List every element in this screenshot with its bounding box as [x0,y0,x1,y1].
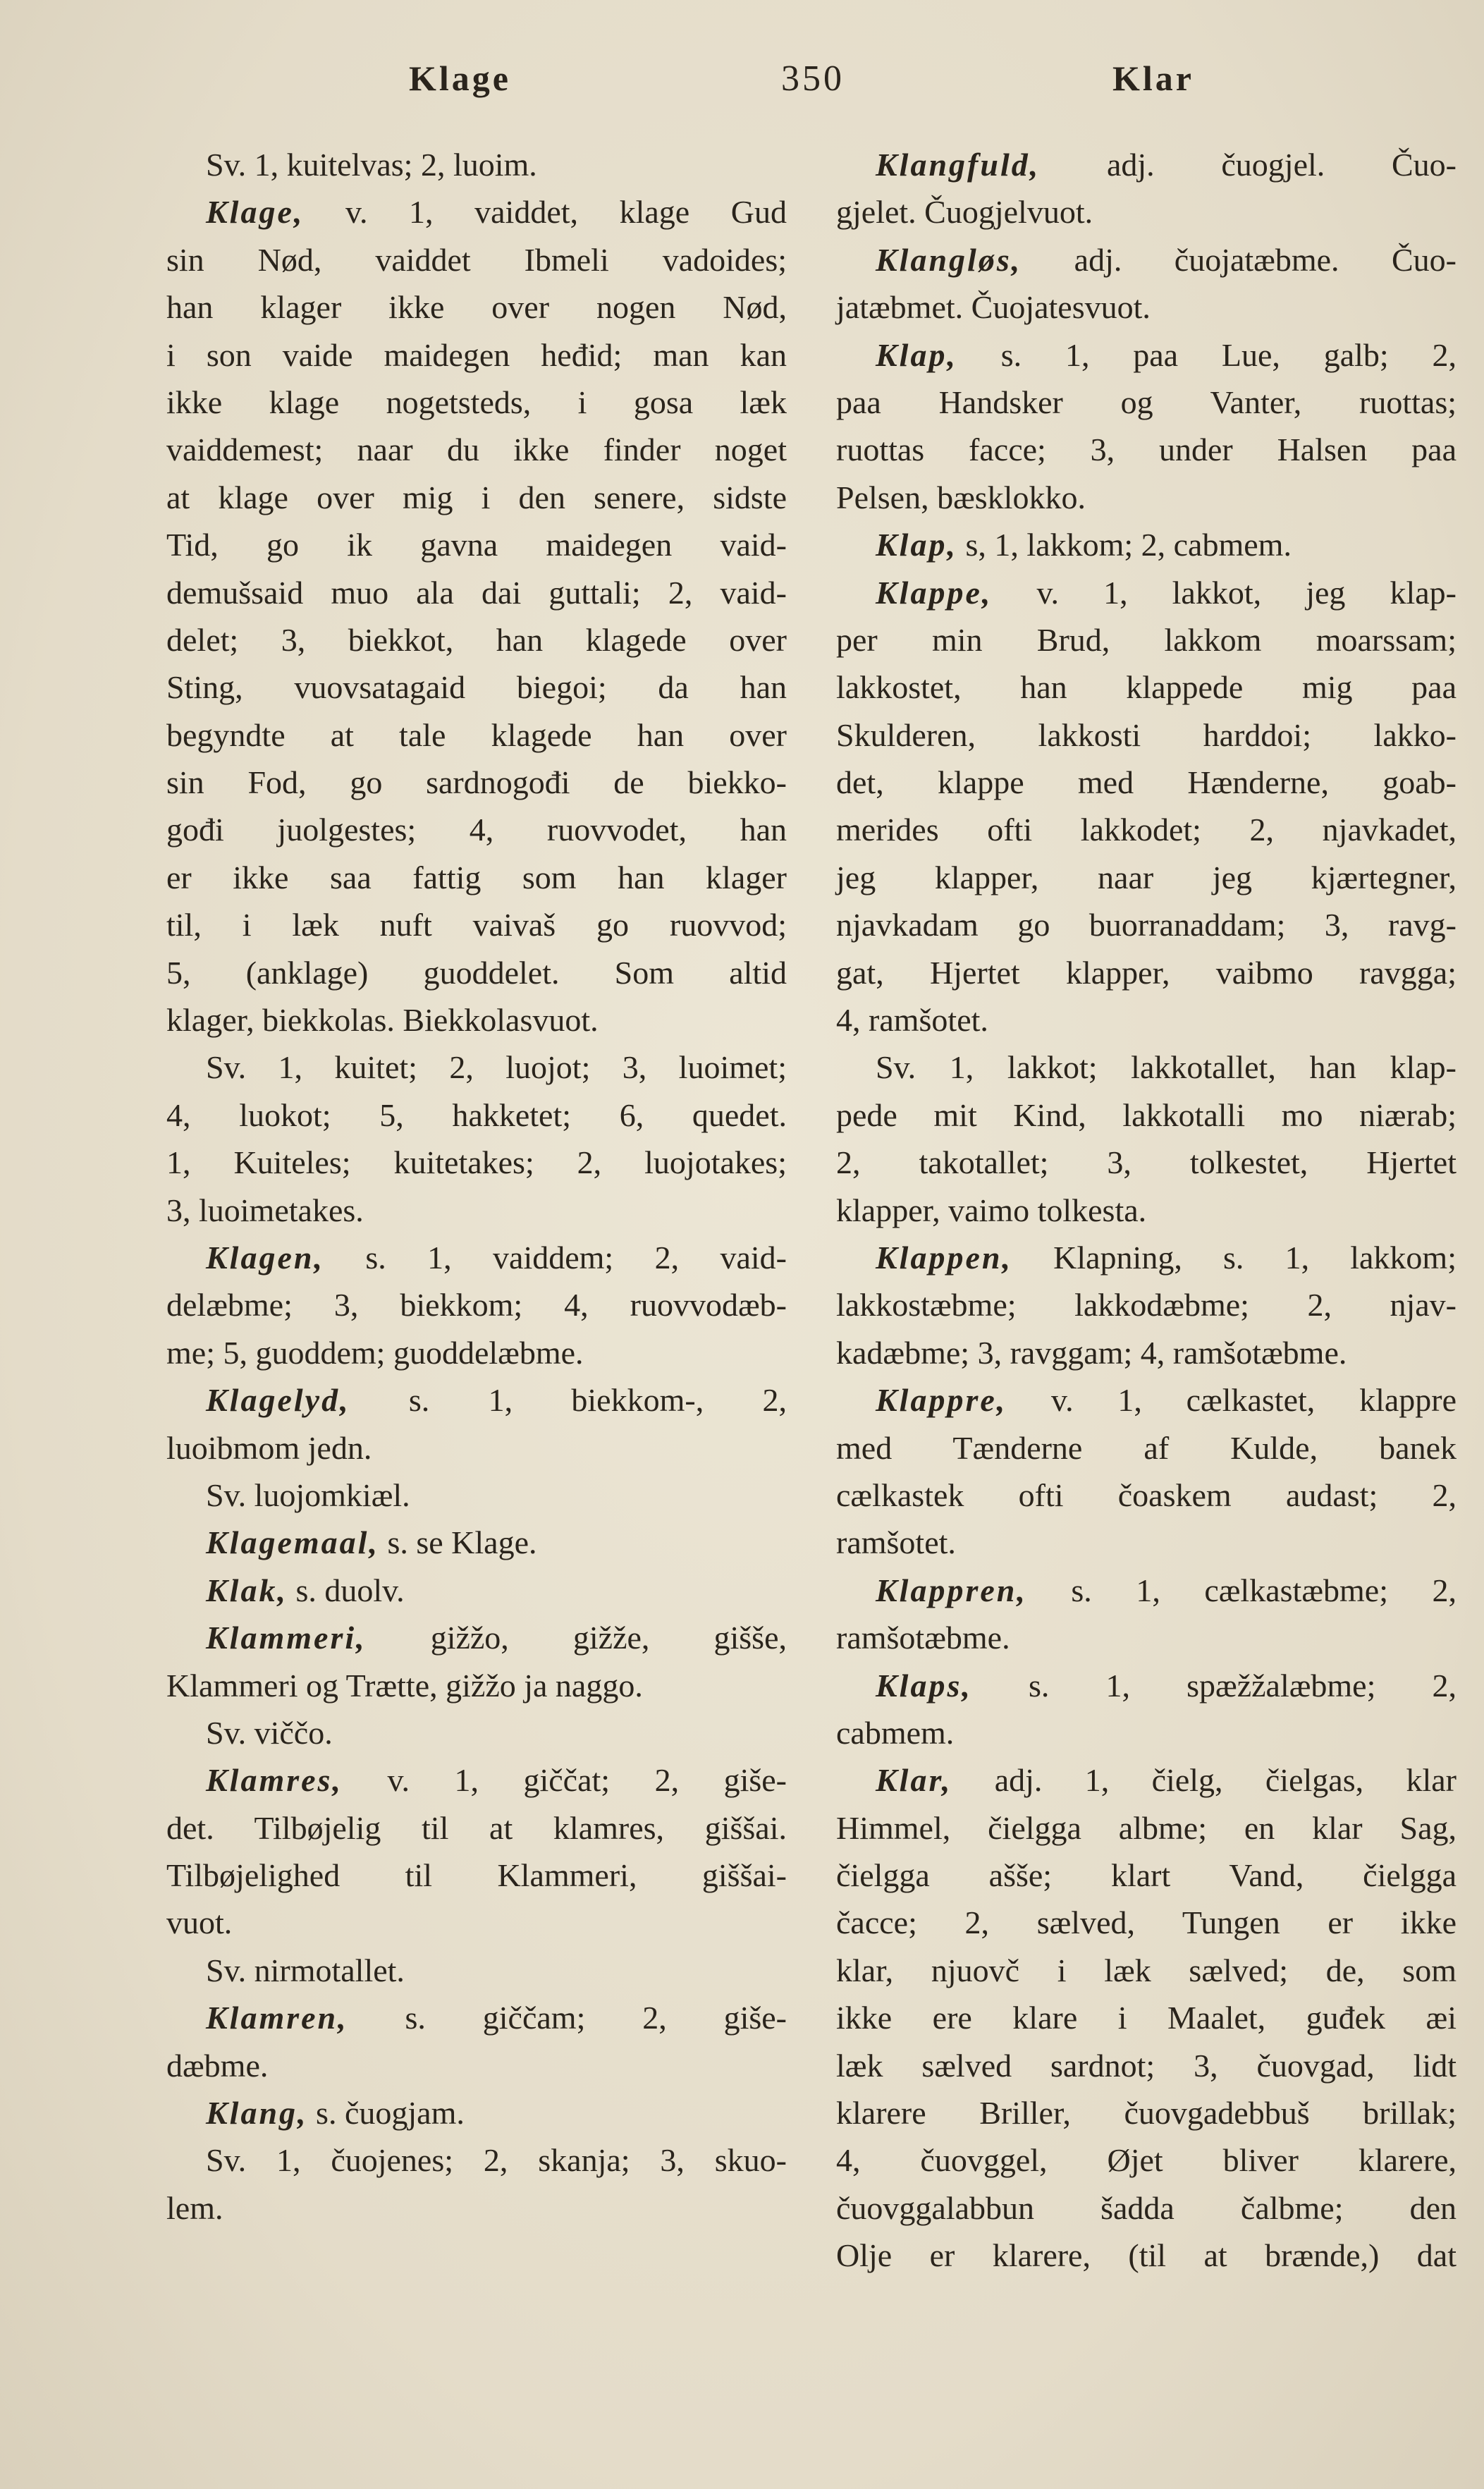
entry-text: Sv. 1, kuitet; 2, luojot; 3, luoimet; [206,1049,787,1086]
entry-text: čuovggalabbun šadda čalbme; den [836,2189,1457,2226]
entry-text: merides ofti lakkodet; 2, njavkadet, [836,812,1457,848]
entry-text: dæbme. [166,2047,269,2084]
right-column-line [836,1472,1457,1519]
left-column-line [166,1519,787,1566]
headword: Klak, [206,1572,288,1608]
header-right-word: Klar [1112,59,1194,98]
entry-text: vaiddemest; naar du ikke finder noget [166,432,787,468]
left-column-line [166,854,787,901]
right-column-line [836,1187,1457,1234]
entry-text: s. 1, biekkom-, 2, [350,1382,787,1419]
left-column-line [166,1424,787,1472]
entry-text: Sv. 1, čuojenes; 2, skanja; 3, skuo- [206,2142,787,2179]
entry-text: 4, ramšotet. [836,1002,988,1039]
headword: Klap, [876,336,957,373]
right-column-line [836,426,1457,473]
entry-text: Sting, vuovsatagaid biegoi; da han [166,669,787,706]
right-column-line [836,2089,1457,2136]
entry-text: Tilbøjelighed til Klammeri, giššai- [166,1857,787,1894]
left-column-line [166,2136,787,2184]
entry-text: jatæbmet. Čuojatesvuot. [836,289,1151,326]
entry-text: luoibmom jedn. [166,1429,372,1466]
entry-text: 2, takotallet; 3, tolkestet, Hjertet [836,1144,1457,1181]
left-column-line [166,1376,787,1424]
entry-text: adj. čuojatæbme. Čuo- [1022,241,1457,278]
entry-text: lakkostet, han klappede mig paa [836,669,1457,706]
left-column-line [166,569,787,616]
entry-text: Sv. 1, kuitelvas; 2, luoim. [206,147,537,183]
entry-text: čacce; 2, sælved, Tungen er ikke [836,1904,1457,1941]
left-column-line [166,616,787,663]
entry-text: er ikke saa fattig som han klager [166,859,787,895]
entry-text: s. čuogjam. [307,2095,465,2132]
right-column-line [836,1662,1457,1709]
headword: Klammeri, [206,1620,367,1656]
entry-text: v. 1, cælkastet, klappre [1007,1382,1457,1419]
left-column-line [166,331,787,379]
headword: Klagelyd, [206,1382,350,1419]
right-column-line [836,1852,1457,1899]
page-number: 350 [781,59,845,99]
left-column-line [166,188,787,236]
right-column-line [836,236,1457,283]
entry-text: v. 1, lakkot, jeg klap- [992,574,1457,611]
entry-text: ikke ere klare i Maalet, guđek æi [836,2000,1457,2036]
right-column-line [836,1899,1457,1946]
left-column-line [166,283,787,331]
header-left-word: Klage [409,59,511,98]
entry-text: čielgga ašše; klart Vand, čielgga [836,1857,1457,1894]
entry-text: til, i læk nuft vaivaš go ruovvod; [166,907,787,943]
left-column-line [166,426,787,473]
right-column-line [836,1994,1457,2041]
right-column-line [836,663,1457,711]
left-column-line [166,711,787,759]
right-column-line [836,1139,1457,1186]
right-column-line [836,2042,1457,2089]
right-column-line [836,996,1457,1044]
entry-text: gižžo, gižže, gišše, [366,1620,787,1656]
right-column-line [836,616,1457,663]
left-column-line [166,1614,787,1661]
entry-text: gjelet. Čuogjelvuot. [836,194,1093,231]
running-header [0,58,1484,121]
entry-text: s. duolv. [287,1572,405,1608]
entry-text: klapper, vaimo tolkesta. [836,1192,1147,1228]
entry-text: Tid, go ik gavna maidegen vaid- [166,527,787,563]
right-column-line [836,1709,1457,1756]
left-column-line [166,1852,787,1899]
entry-text: lem. [166,2189,223,2226]
left-column-line [166,141,787,188]
left-column-line [166,1281,787,1328]
right-column-line [836,854,1457,901]
right-column-line [836,901,1457,948]
left-column-line [166,236,787,283]
headword: Klagemaal, [206,1524,379,1561]
entry-text: ramšotet. [836,1524,956,1561]
entry-text: 3, luoimetakes. [166,1192,364,1228]
entry-text: han klager ikke over nogen Nød, [166,289,787,326]
left-column-line [166,996,787,1044]
entry-text: Skulderen, lakkosti harddoi; lakko- [836,716,1457,753]
headword: Klappen, [876,1239,1012,1276]
right-column-line [836,2232,1457,2279]
entry-text: ramšotæbme. [836,1620,1010,1656]
left-column-line [166,1472,787,1519]
left-column-line [166,2042,787,2089]
left-column-line [166,901,787,948]
right-column-line [836,1756,1457,1804]
right-column [836,141,1457,2280]
headword: Klaps, [876,1667,972,1704]
right-column-line [836,2184,1457,2232]
entry-text: 5, (anklage) guoddelet. Som altid [166,954,787,991]
entry-text: Olje er klarere, (til at brænde,) dat [836,2237,1457,2274]
left-column-line [166,806,787,853]
entry-text: ruottas facce; 3, under Halsen paa [836,432,1457,468]
right-column-line [836,1044,1457,1091]
entry-text: delet; 3, biekkot, han klagede over [166,621,787,658]
entry-text: gođi juolgestes; 4, ruovvodet, han [166,812,787,848]
right-column-line [836,2136,1457,2184]
entry-text: vuot. [166,1904,233,1941]
entry-text: lakkostæbme; lakkodæbme; 2, njav- [836,1287,1457,1323]
entry-text: sin Fod, go sardnogođi de biekko- [166,764,787,801]
entry-text: klarere Briller, čuovgadebbuš brillak; [836,2095,1457,2132]
left-column-line [166,1044,787,1091]
headword: Klangfuld, [876,147,1041,183]
left-column [166,141,787,2232]
right-column-line [836,1281,1457,1328]
entry-text: s. giččam; 2, giše- [348,2000,787,2036]
right-column-line [836,1567,1457,1614]
entry-text: gat, Hjertet klapper, vaibmo ravgga; [836,954,1457,991]
entry-text: cælkastek ofti čoaskem audast; 2, [836,1476,1457,1513]
right-column-line [836,141,1457,188]
right-column-line [836,1091,1457,1139]
entry-text: demušsaid muo ala dai guttali; 2, vaid- [166,574,787,611]
right-column-line [836,1424,1457,1472]
left-column-line [166,949,787,996]
right-column-line [836,569,1457,616]
headword: Klar, [876,1762,952,1799]
entry-text: adj. čuogjel. Čuo- [1040,147,1457,183]
entry-text: 1, Kuiteles; kuitetakes; 2, luojotakes; [166,1144,787,1181]
right-column-line [836,949,1457,996]
entry-text: klar, njuovč i læk sælved; de, som [836,1952,1457,1988]
right-column-line [836,759,1457,806]
entry-text: Pelsen, bæsklokko. [836,479,1086,515]
entry-text: jeg klapper, naar jeg kjærtegner, [836,859,1457,895]
left-column-line [166,1947,787,1994]
right-column-line [836,1614,1457,1661]
right-column-line [836,474,1457,521]
entry-text: 4, čuovggel, Øjet bliver klarere, [836,2142,1457,2179]
entry-text: Klammeri og Trætte, gižžo ja naggo. [166,1667,643,1704]
entry-text: ikke klage nogetsteds, i gosa læk [166,384,787,420]
right-column-line [836,1804,1457,1852]
right-column-line [836,806,1457,853]
right-column-line [836,1947,1457,1994]
entry-text: læk sælved sardnot; 3, čuovgad, lidt [836,2047,1457,2084]
left-column-line [166,1709,787,1756]
entry-text: s. 1, spæžžalæbme; 2, [971,1667,1457,1704]
left-column-line [166,1756,787,1804]
headword: Klap, [876,527,957,563]
right-column-line [836,711,1457,759]
headword: Klage, [206,194,305,231]
right-column-line [836,331,1457,379]
left-column-line [166,1139,787,1186]
left-column-line [166,1091,787,1139]
left-column-line [166,2089,787,2136]
entry-text: Sv. viččo. [206,1714,333,1751]
entry-text: s. se Klage. [379,1524,537,1561]
left-column-line [166,1234,787,1281]
headword: Klamren, [206,2000,348,2036]
headword: Klamres, [206,1762,343,1799]
entry-text: s. 1, vaiddem; 2, vaid- [324,1239,787,1276]
entry-text: Klapning, s. 1, lakkom; [1012,1239,1457,1276]
right-column-line [836,379,1457,426]
entry-text: pede mit Kind, lakkotalli mo niærab; [836,1096,1457,1133]
left-column-line [166,1899,787,1946]
entry-text: adj. 1, čielg, čielgas, klar [952,1762,1457,1799]
left-column-line [166,1994,787,2041]
entry-text: v. 1, vaiddet, klage Gud [304,194,787,231]
right-column-line [836,1234,1457,1281]
left-column-line [166,1329,787,1376]
left-column-line [166,2184,787,2232]
right-column-line [836,1519,1457,1566]
right-column-line [836,1329,1457,1376]
entry-text: s. 1, cælkastæbme; 2, [1026,1572,1457,1608]
left-column-line [166,474,787,521]
left-column-line [166,521,787,568]
left-column-line [166,1662,787,1709]
left-column-line [166,1804,787,1852]
entry-text: Sv. luojomkiæl. [206,1476,410,1513]
entry-text: Himmel, čielgga albme; en klar Sag, [836,1809,1457,1846]
entry-text: at klage over mig i den senere, sidste [166,479,787,515]
entry-text: me; 5, guoddem; guoddelæbme. [166,1334,584,1371]
entry-text: per min Brud, lakkom moarssam; [836,621,1457,658]
entry-text: delæbme; 3, biekkom; 4, ruovvodæb- [166,1287,787,1323]
entry-text: klager, biekkolas. Biekkolasvuot. [166,1002,599,1039]
entry-text: med Tænderne af Kulde, banek [836,1429,1457,1466]
entry-text: paa Handsker og Vanter, ruottas; [836,384,1457,420]
left-column-line [166,1567,787,1614]
left-column-line [166,1187,787,1234]
entry-text: Sv. 1, lakkot; lakkotallet, han klap- [876,1049,1457,1086]
headword: Klang, [206,2095,308,2132]
entry-text: cabmem. [836,1714,955,1751]
right-column-line [836,283,1457,331]
entry-text: 4, luokot; 5, hakketet; 6, quedet. [166,1096,787,1133]
headword: Klappe, [876,574,993,611]
headword: Klappren, [876,1572,1027,1608]
left-column-line [166,379,787,426]
entry-text: Sv. nirmotallet. [206,1952,405,1988]
headword: Klangløs, [876,241,1022,278]
entry-text: v. 1, giččat; 2, giše- [342,1762,787,1799]
headword: Klappre, [876,1382,1007,1419]
entry-text: s. 1, paa Lue, galb; 2, [957,336,1457,373]
entry-text: i son vaide maidegen heđid; man kan [166,336,787,373]
entry-text: begyndte at tale klagede han over [166,716,787,753]
entry-text: det. Tilbøjelig til at klamres, giššai. [166,1809,787,1846]
right-column-line [836,521,1457,568]
right-column-line [836,188,1457,236]
entry-text: s, 1, lakkom; 2, cabmem. [957,527,1292,563]
entry-text: sin Nød, vaiddet Ibmeli vadoides; [166,241,787,278]
left-column-line [166,759,787,806]
entry-text: njavkadam go buorranaddam; 3, ravg- [836,907,1457,943]
right-column-line [836,1376,1457,1424]
entry-text: det, klappe med Hænderne, goab- [836,764,1457,801]
entry-text: kadæbme; 3, ravggam; 4, ramšotæbme. [836,1334,1347,1371]
headword: Klagen, [206,1239,324,1276]
left-column-line [166,663,787,711]
